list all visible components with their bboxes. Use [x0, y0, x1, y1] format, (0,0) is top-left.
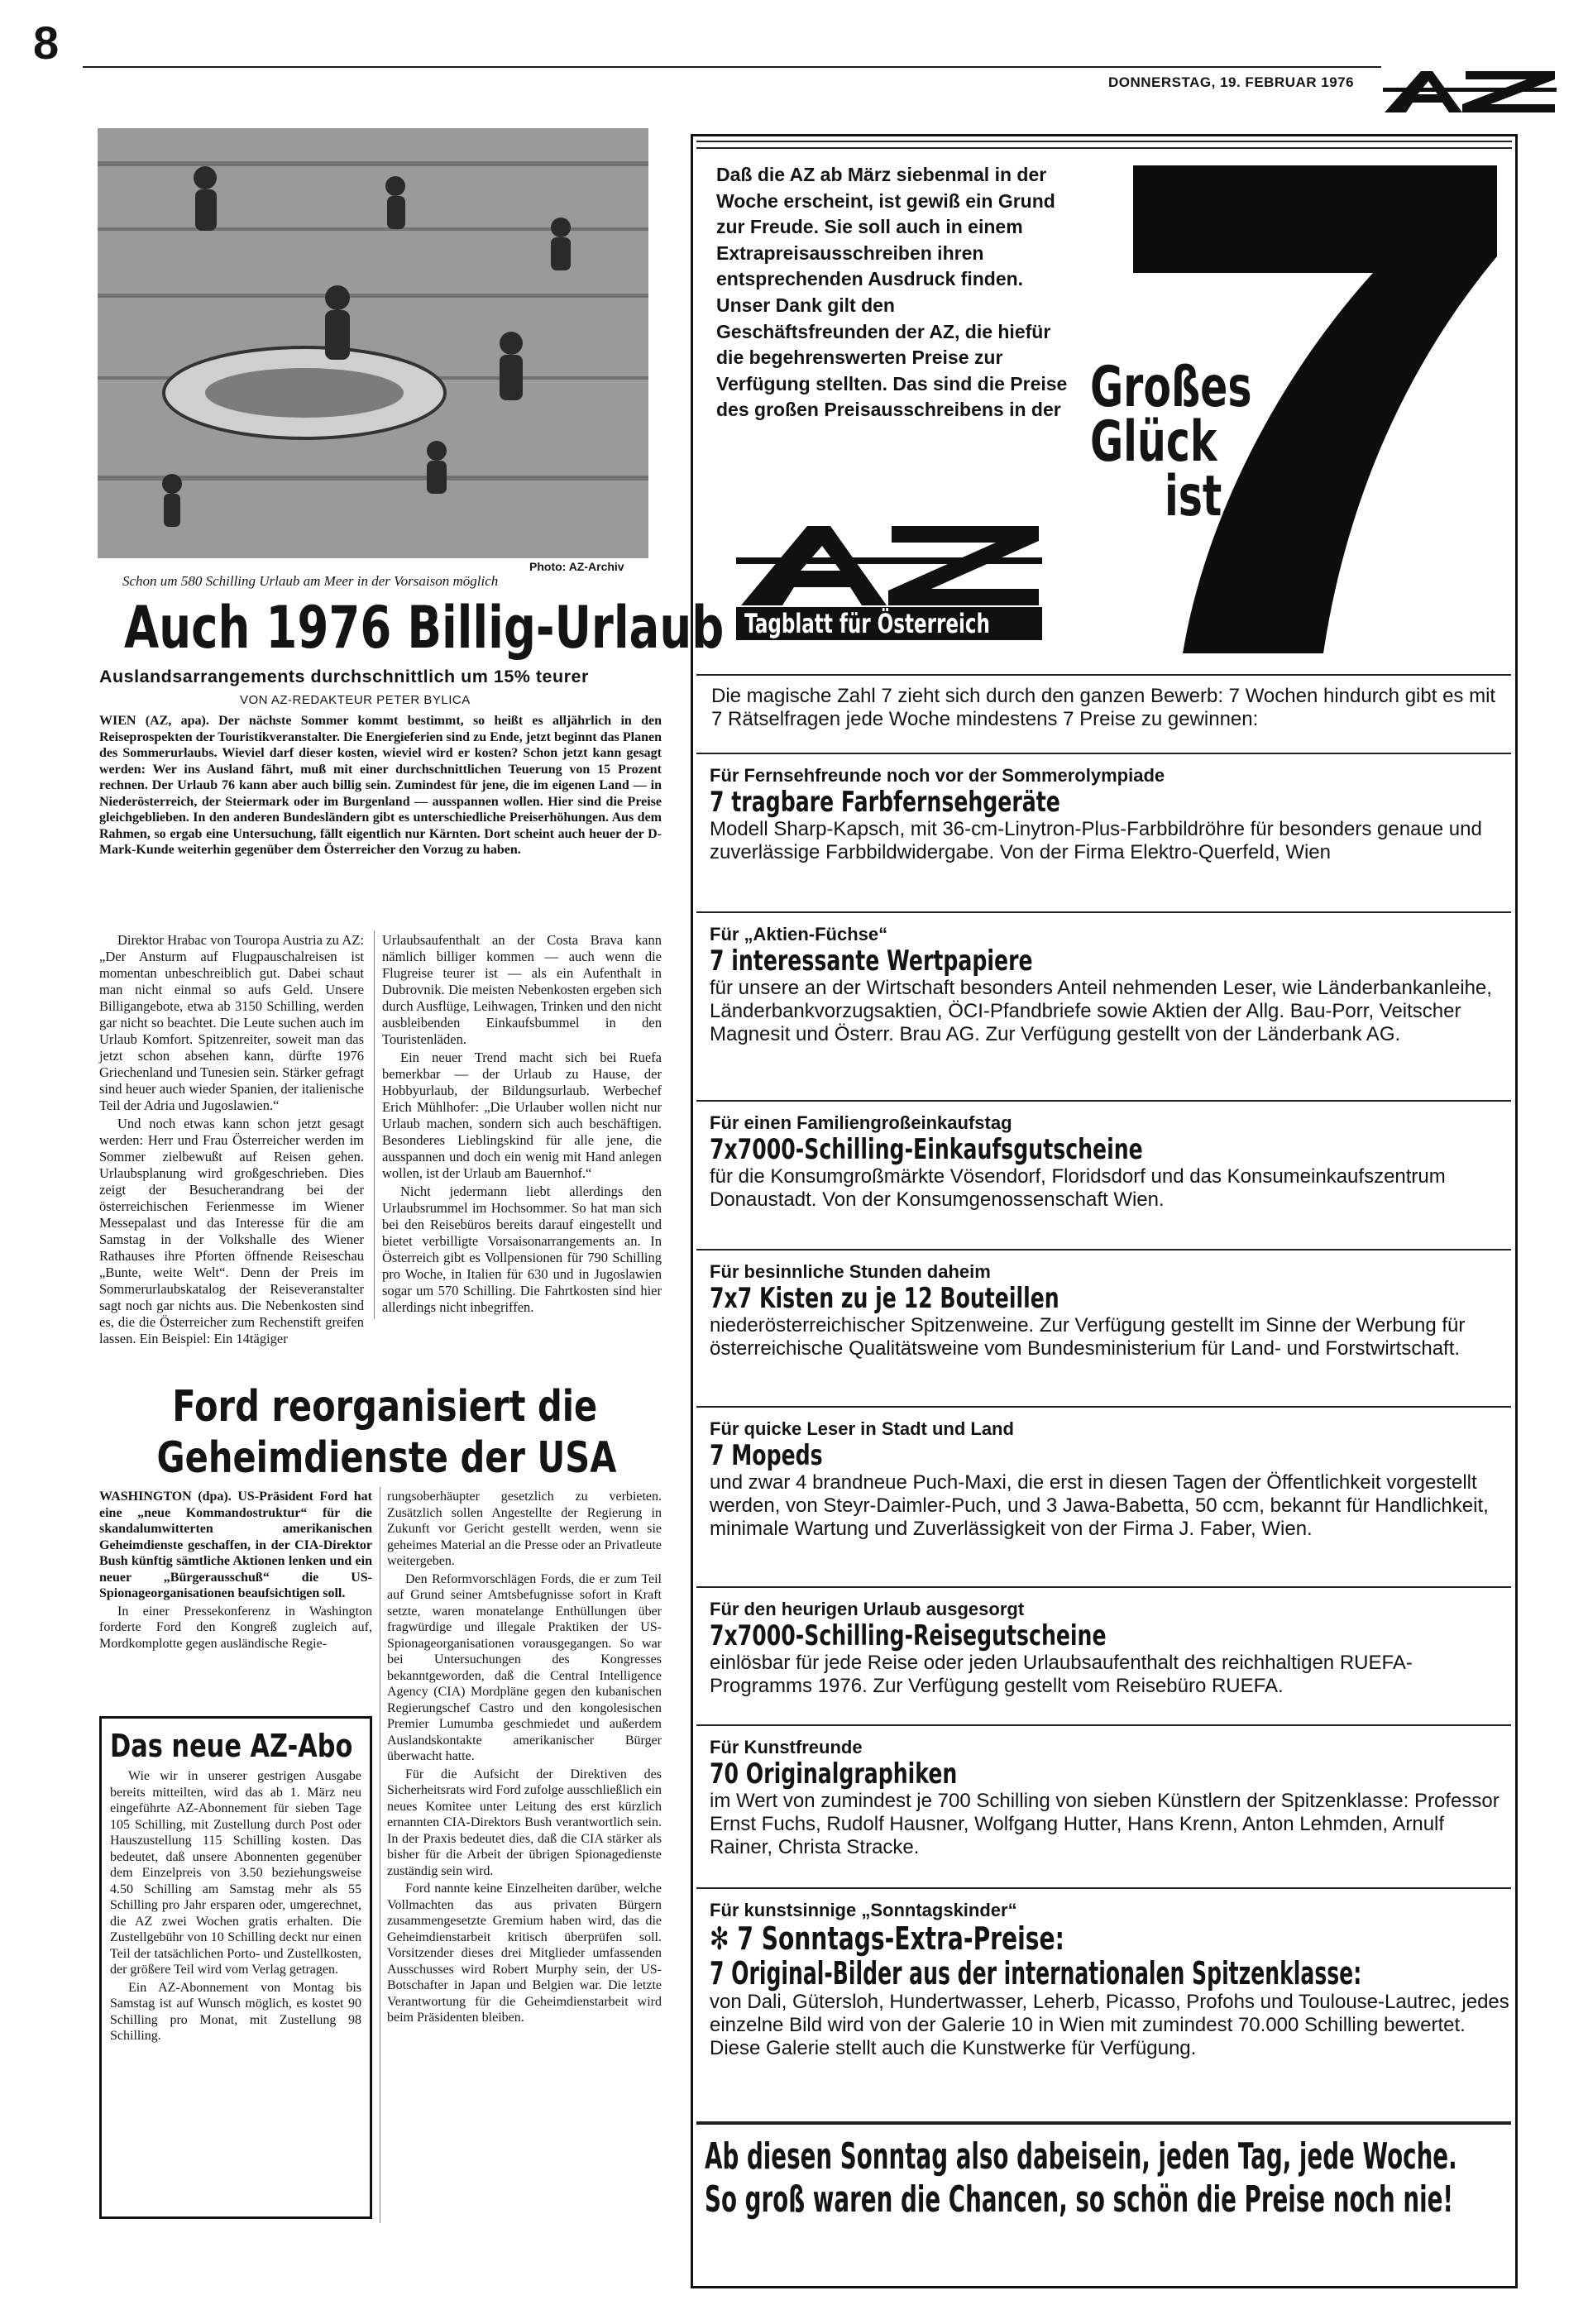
article1-column2	[382, 932, 662, 1317]
article1-col1-p1: Direktor Hrabac von Touropa Austria zu AZ: „Der Ansturm auf Flugpauschalreisen ist momentan unbeschreiblich gut. Dabei schaut man nicht einmal so aufs Geld. Unsere Billigangebote, etwa ab 3150 Schilling, werden gar nicht so beachtet. Die Leute suchen auch im Urlaub Komfort. Spitzenreiter, soweit man das jetzt schon absehen kann, dürfte 1976 Griechenland und Tunesien sein. Stärker gefragt sind heuer auch wieder Spanien, der italienische Teil der Adria und Jugoslawien.“	[99, 932, 364, 1113]
prize5-head: 7 Mopeds	[710, 1439, 823, 1472]
prize-7	[710, 1737, 1512, 1859]
article2-col1-rest: In einer Pressekonferenz in Washington forderte Ford den Kongreß zugleich auf, Mordkomplotte gegen ausländische Regie-	[99, 1604, 372, 1651]
prize4-text: niederösterreichischer Spitzenweine. Zur Verfügung gestellt im Sinne der Werbung für österreichische Qualitätsweine vom Bundesministerium für Land- und Forstwirtschaft.	[710, 1314, 1466, 1360]
prize4-divider	[696, 1249, 1511, 1250]
article2-col2-p1: rungsoberhäupter gesetzlich zu verbieten. Zusätzlich sollen Angestellte der Regierung in Zukunft vor Gericht gestellt werden, wenn sie geheimes Material an die Presse oder an Privatleute weitergeben.	[387, 1490, 662, 1568]
prize6-head: 7x7000-Schilling-Reisegutscheine	[710, 1619, 1107, 1652]
prize8-lead: Für kunstsinnige „Sonntagskinder“	[710, 1900, 1017, 1920]
promo-footer-line2: So groß waren die Chancen, so schön die Preise noch nie!	[705, 2178, 1454, 2221]
article1-col2-p1: Urlaubsaufenthalt an der Costa Brava kann nämlich billiger kommen — auch wenn die Flugreise teurer ist — als ein Aufenthalt in Dubrovnik. Die meisten Nebenkosten ergeben sich durch Ausflüge, Leihwagen, Trinken und den nicht ausbleibenden Einkaufsbummel in den Touristenläden.	[382, 932, 662, 1047]
prize6-divider	[696, 1586, 1511, 1588]
promo-magic: Die magische Zahl 7 zieht sich durch den ganzen Bewerb: 7 Wochen hindurch gibt es mit 7 Rätselfragen jede Woche mindestens 7 Preise zu gewinnen:	[711, 685, 1496, 730]
prize2-head: 7 interessante Wertpapiere	[710, 944, 1033, 978]
promo-footer-divider	[696, 2121, 1511, 2125]
article1-col1-p2: Und noch etwas kann schon jetzt gesagt werden: Herr und Frau Österreicher werden im Sommer zielbewußt auf Reisen gehen. Urlaubsplanung wird großgeschrieben. Dies zeigt der Besucherandrang bei der österreichischen Ferienmesse im Wiener Messepalast und das Interesse für die am Samstag in der Volkshalle des Wiener Rathauses ihre Pforten öffnende Reiseschau „Bunte, weite Welt“. Denn der Preis im Sommerurlaubskatalog der Reiseveranstalter sagt noch gar nichts aus. Die Nebenkosten sind es, die die Österreicher zum Rechenstift greifen lassen. Ein Beispiel: Ein 14tägiger	[99, 1116, 364, 1346]
prize7-text: im Wert von zumindest je 700 Schilling von sieben Künstlern der Spitzenklasse: Professor Ernst Fuchs, Rudolf Hausner, Wolfgang Hutter, Hans Krenn, Anton Lehmden, Arnulf Rainer, Christa Stracke.	[710, 1790, 1500, 1858]
abo-box-title: Das neue AZ-Abo	[110, 1728, 353, 1764]
prize8-head: ✻ 7 Sonntags-Extra-Preise:	[710, 1920, 1064, 1957]
article1-headline: Auch 1976 Billig-Urlaub	[124, 594, 725, 662]
photo-credit: Photo: AZ-Archiv	[529, 560, 624, 573]
prize3-divider	[696, 1100, 1511, 1102]
prize6-lead: Für den heurigen Urlaub ausgesorgt	[710, 1599, 1025, 1619]
prize1-lead: Für Fernsehfreunde noch vor der Sommerolympiade	[710, 765, 1165, 786]
prize1-text: Modell Sharp-Kapsch, mit 36-cm-Linytron-Plus-Farbbildröhre für besonders genaue und zuverlässige Farbbildwidergabe. Von der Firma Elektro-Querfeld, Wien	[710, 818, 1482, 863]
prize-4	[710, 1261, 1512, 1360]
promo-top-frame	[696, 141, 1512, 149]
promo-az-logo	[736, 519, 1042, 643]
prize8-head2: 7 Original-Bilder aus der internationalen Spitzenklasse:	[710, 1955, 1362, 1992]
article1-byline: VON AZ-REDAKTEUR PETER BYLICA	[240, 693, 471, 707]
beach-photo	[98, 128, 648, 558]
prize8-divider	[696, 1887, 1511, 1889]
article2-col2-p3: Für die Aufsicht der Direktiven des Sicherheitsrats wird Ford zufolge ausschließlich ein neues Komitee unter Leitung des erst kürzlich ernannten CIA-Direktors Bush verantwortlich sein. In der Praxis bedeutet dies, daß die CIA stärker als bisher für die Arbeit der übrigen Spionagedienste zuständig sein wird.	[387, 1767, 662, 1878]
prize6-text: einlösbar für jede Reise oder jeden Urlaubsaufenthalt des reichhaltigen RUEFA-Programms 1976. Zur Verfügung gestellt vom Reisebüro RUEFA.	[710, 1652, 1413, 1697]
abo-box-p2: Ein AZ-Abonnement von Montag bis Samstag ist auf Wunsch möglich, es kostet 90 Schilling pro Monat, mit Zustellung 98 Schilling.	[110, 1980, 361, 2043]
big-text: Großes Glück ist	[1090, 355, 1252, 529]
prize8-text: von Dali, Gütersloh, Hundertwasser, Leherb, Picasso, Profohs und Toulouse-Lautrec, jedes einzelne Bild wird von der Galerie 10 in Wien mit zumindest 70.000 Schilling bewertet. Diese Galerie stellt auch die Kunstwerke für Verfügung.	[710, 1991, 1509, 2059]
abo-box-p1: Wie wir in unserer gestrigen Ausgabe bereits mitteilten, wird das ab 1. März neu eingeführte AZ-Abonnement für sieben Tage 105 Schilling, mit Zustellung durch Post oder Hauszustellung 115 Schilling kosten. Das bedeutet, daß unsere Abonnenten gegenüber dem Einzelpreis von 3.50 beziehungsweise 4.50 Schilling am Samstag mehr als 55 Schilling pro Jahr ersparen oder, umgerechnet, die AZ zwei Wochen gratis erhalten. Die Zustellgebühr von 10 Schilling deckt nur einen Teil der tatsächlichen Porto- und Zustellkosten, der größere Teil wird vom Verlag getragen.	[110, 1769, 361, 1977]
masthead-rule	[83, 66, 1381, 68]
abo-box	[99, 1716, 372, 2219]
article1-column1	[99, 932, 364, 1349]
prize5-divider	[696, 1406, 1511, 1408]
prize-6	[710, 1599, 1512, 1698]
promo-logo-sub: Tagblatt für Österreich	[736, 607, 1042, 640]
prize5-lead: Für quicke Leser in Stadt und Land	[710, 1418, 1014, 1439]
article2-column1	[99, 1489, 372, 1653]
article1-subheadline: Auslandsarrangements durchschnittlich um 15% teurer	[99, 667, 589, 686]
prize4-head: 7x7 Kisten zu je 12 Bouteillen	[710, 1282, 1059, 1315]
promo-footer	[705, 2135, 1507, 2221]
prize3-text: für die Konsumgroßmärkte Vösendorf, Floridsdorf und das Konsumeinkaufszentrum Donaustadt. Von der Konsumgenossenschaft Wien.	[710, 1165, 1446, 1211]
az-logo-large-icon	[736, 519, 1042, 609]
prize7-divider	[696, 1724, 1511, 1726]
prize2-text: für unsere an der Wirtschaft besonders Anteil nehmenden Leser, wie Länderbankanleihe, Länderbankvorzugsaktien, ÖCI-Pfandbriefe sowie Aktien der Allg. Bau-Porr, Veitscher Magnesit und Österr. Brau AG. Zur Verfügung gestellt von der Länderbank AG.	[710, 977, 1492, 1045]
article2-col2-p4: Ford nannte keine Einzelheiten darüber, welche Vollmachten das aus privaten Bürgern zusammengesetzte Gremium haben wird, das die Geheimdienstarbeit kritisch überprüfen soll. Vorsitzender dieses drei Mitglieder umfassenden Ausschusses wird Robert Murphy sein, der US-Botschafter in Japan und Belgien war. Die letzte Verantwortung für die Geheimdienstarbeit wird beim Präsidenten bleiben.	[387, 1882, 662, 2025]
article1-col2-p2: Ein neuer Trend macht sich bei Ruefa bemerkbar — der Urlaub zu Hause, der Hobbyurlaub, der Bildungsurlaub. Werbechef Erich Mühlhofer: „Die Urlauber wollen nicht nur Urlaub machen, sondern sich auch beschäftigen. Besonderes Lieblingskind für alle jene, die ausspannen und doch ein wenig mit Hand anlegen wollen, ist der Urlaub am Bauernhof.“	[382, 1050, 662, 1181]
promo-divider-top	[696, 674, 1511, 676]
az-logo-icon	[1383, 68, 1557, 114]
article2-headline: Ford reorganisiert die Geheimdienste der USA	[156, 1382, 617, 1483]
prize3-head: 7x7000-Schilling-Einkaufsgutscheine	[710, 1133, 1143, 1166]
prize-3	[710, 1112, 1512, 1212]
article2-column2	[387, 1489, 662, 2028]
article1-lead: WIEN (AZ, apa). Der nächste Sommer kommt bestimmt, so heißt es alljährlich in den Reiseprospekten der Touristikveranstalter. Die Energieferien sind zu Ende, jetzt beginnt das Planen des Sommerurlaubs. Wieviel darf dieser kosten, wieviel wird er kosten? Schon jetzt kann gesagt werden: Wer ins Ausland fährt, muß mit einer durchschnittlichen Teuerung von 15 Prozent rechnen. Der Urlaub 76 kann aber auch billig sein. Zumindest für jene, die im eigenen Land — in Niederösterreich, der Steiermark oder im Burgenland — ausspannen wollen. Hier sind die Preise gleichgeblieben. In den anderen Bundesländern gibt es unterschiedliche Preiserhöhungen. Aus dem Rahmen, so ergab eine Untersuchung, fällt eigentlich nur Kärnten. Dort scheint auch heuer der D-Mark-Kunde weiterhin gegenüber dem Österreicher den Vorzug zu haben.	[99, 714, 662, 857]
column-rule-1	[374, 930, 375, 1319]
article2-col2-p2: Den Reformvorschlägen Fords, die er zum Teil auf Grund seiner Amtsbefugnisse sofort in Kraft setzte, waren monatelange Enthüllungen über fragwürdige und illegale Praktiken der US-Spionageorganisationen vorausgegangen. So war bei Untersuchungen des Kongresses bekanntgeworden, daß die Central Intelligence Agency (CIA) Mordpläne gegen den kubanischen Regierungschef Castro und den kongolesischen Premier Lumumba geschmiedet und außerdem Auslandskontakte amerikanischer Bürger überwacht hatte.	[387, 1571, 662, 1763]
prize-8	[710, 1900, 1512, 2060]
promo-intro: Daß die AZ ab März siebenmal in der Woche erscheint, ist gewiß ein Grund zur Freude. Sie soll auch in einem Extrapreisausschreiben ihren entsprechenden Ausdruck finden. Unser Dank gilt den Geschäftsfreunden der AZ, die hiefür die begehrenswerten Preise zur Verfügung stellten. Das sind die Preise des großen Preisausschreibens in der	[716, 164, 1068, 421]
prize-2	[710, 924, 1512, 1046]
promo-footer-line1: Ab diesen Sonntag also dabeisein, jeden Tag, jede Woche.	[705, 2135, 1457, 2178]
prize1-head: 7 tragbare Farbfernsehgeräte	[710, 786, 1060, 819]
prize-1	[710, 765, 1512, 864]
masthead-date: DONNERSTAG, 19. FEBRUAR 1976	[1108, 74, 1355, 90]
masthead-logo	[1383, 68, 1557, 114]
prize4-lead: Für besinnliche Stunden daheim	[710, 1261, 991, 1282]
prize5-text: und zwar 4 brandneue Puch-Maxi, die erst in diesen Tagen der Öffentlichkeit vorgestellt werden, von Steyr-Daimler-Puch, und 3 Jawa-Babetta, 50 ccm, bekannt für Handlichkeit, minimale Wartung und Zuverlässigkeit von der Firma J. Faber, Wien.	[710, 1471, 1489, 1540]
photo-caption: Schon um 580 Schilling Urlaub am Meer in der Vorsaison möglich	[122, 573, 499, 589]
prize2-lead: Für „Aktien-Füchse“	[710, 924, 888, 944]
article2-lead: WASHINGTON (dpa). US-Präsident Ford hat eine „neue Kommandostruktur“ für die skandalumwitterten amerikanischen Geheimdienste geschaffen, in der CIA-Direktor Bush künftig sämtliche Aktionen lenken und ein neuer „Bürgerausschuß“ die US-Spionageorganisationen beaufsichtigen soll.	[99, 1490, 372, 1600]
prize7-head: 70 Originalgraphiken	[710, 1757, 958, 1791]
prize-5	[710, 1418, 1512, 1541]
article1-col2-p3: Nicht jedermann liebt allerdings den Urlaubsrummel im Hochsommer. So hat man sich bei den Reisebüros bereits darauf eingestellt und bietet verbilligte Vorsaisonarrangements an. In Österreich gibt es Vollpensionen für 790 Schilling pro Woche, in Italien für 630 und in Jugoslawien sogar um 570 Schilling. Die Fahrtkosten sind hier allerdings nicht inbegriffen.	[382, 1184, 662, 1315]
page-number: 8	[33, 17, 60, 69]
prize3-lead: Für einen Familiengroßeinkaufstag	[710, 1112, 1012, 1133]
prize1-divider	[696, 753, 1511, 754]
prize2-divider	[696, 911, 1511, 913]
prize7-lead: Für Kunstfreunde	[710, 1737, 863, 1757]
beach-scene-icon	[98, 128, 648, 558]
